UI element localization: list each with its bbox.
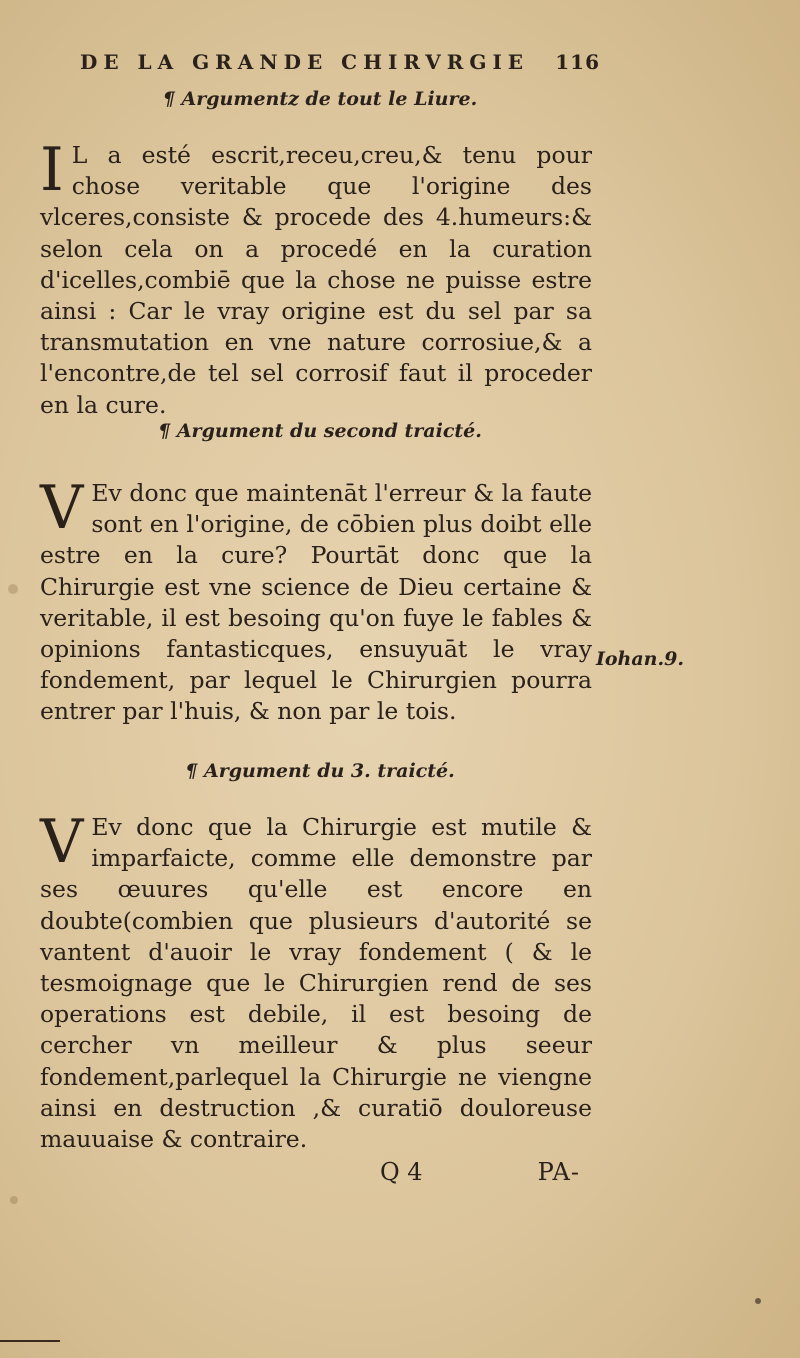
section-body — [40, 473, 592, 728]
section-heading: ¶ Argument du 3. traicté. — [185, 760, 455, 782]
page-edge-mark — [0, 1340, 60, 1342]
paper-stain — [10, 1196, 18, 1204]
section-heading: ¶ Argumentz de tout le Liure. — [162, 88, 478, 110]
drop-capital: I — [40, 135, 64, 205]
drop-capital: V — [40, 807, 84, 877]
running-head — [80, 50, 600, 80]
paragraph-text: L a esté escrit,receu,creu,& tenu pour chose veritable que l'origine des vlceres,consiste & procede des 4.humeurs:& selon cela on a procedé en la curation d'icelles,combiē que la chose ne puisse estre ainsi : Car le vray origine est du sel par sa transmutation en vne nature corrosiue,& a l'encontre,de tel sel corrosif faut il proceder en la cure. — [40, 141, 592, 419]
page-number: 116 — [555, 50, 600, 74]
section-body — [40, 807, 592, 1155]
paragraph-text: Ev donc que la Chirurgie est mutile & imparfaicte, comme elle demonstre par ses œuures qu'elle est encore en doubte(combien que plusieurs d'autorité se vantent d'auoir le vray fondement ( & le tesmoignage que le Chirurgien rend de ses operations est debile, il est besoing de cercher vn meilleur & plus seeur fondement,parlequel la Chirurgie ne viengne ainsi en destruction ,& curatiō douloreuse mauuaise & contraire. — [40, 813, 592, 1154]
signature-mark: Q 4 — [380, 1158, 423, 1186]
paper-stain — [755, 1298, 761, 1304]
paper-stain — [8, 584, 18, 594]
paragraph-text: Ev donc que maintenāt l'erreur & la faute sont en l'origine, de cōbien plus doibt elle estre en la cure? Pourtāt donc que la Chirurgie est vne science de Dieu certaine & veritable, il est besoing qu'on fuye le fables & opinions fantasticques, ensuyuāt le vray fondement, par lequel le Chirurgien pourra entrer par l'huis, & non par le tois. — [40, 479, 592, 726]
catchword: PA- — [537, 1158, 580, 1186]
page-footer — [380, 1158, 620, 1198]
margin-note: Iohan.9. — [596, 648, 684, 670]
section-heading: ¶ Argument du second traicté. — [158, 420, 482, 442]
section-body — [40, 135, 592, 421]
drop-capital: V — [40, 473, 84, 543]
running-title: DE LA GRANDE CHIRVRGIE — [80, 50, 530, 74]
